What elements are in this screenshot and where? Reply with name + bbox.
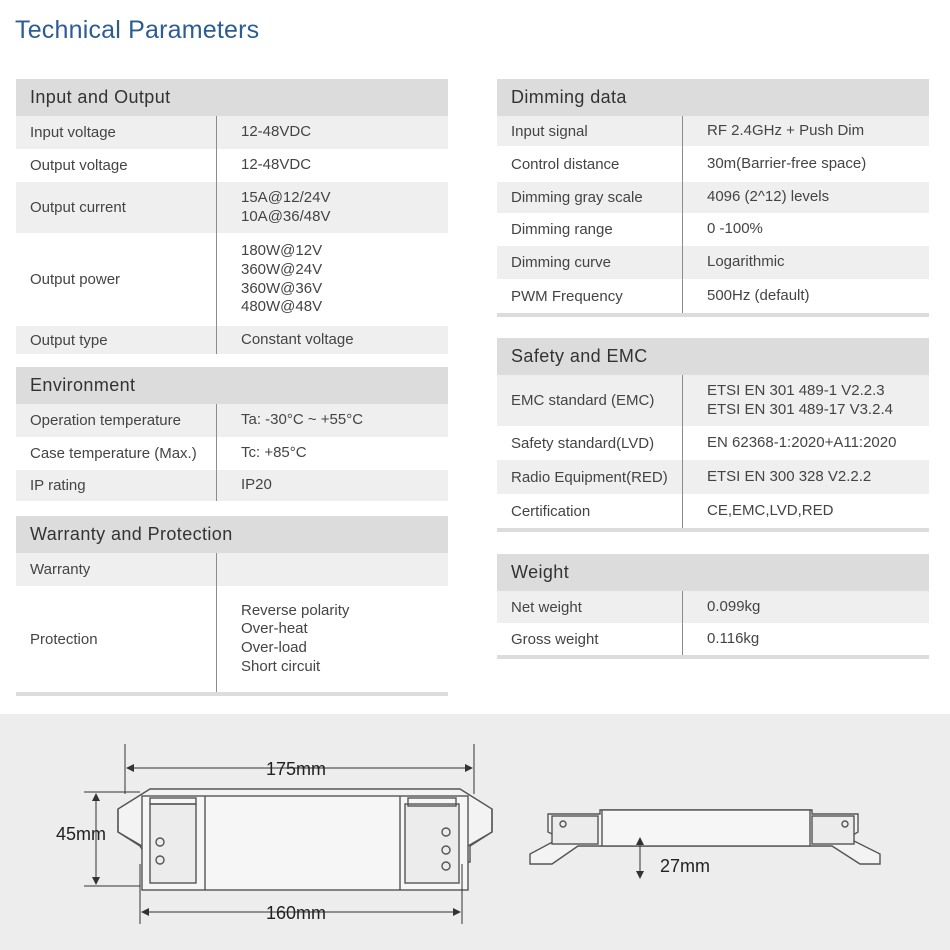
length-outer-label: 175mm: [266, 759, 327, 779]
table-row: [16, 553, 448, 586]
section-heading: Warranty and Protection: [16, 516, 448, 553]
section-footer-bar: [497, 528, 929, 532]
table-row: [497, 116, 929, 146]
param-label: Input signal: [497, 116, 683, 146]
param-label: Dimming range: [497, 213, 683, 246]
param-value-line: Over-load: [241, 639, 307, 656]
param-label: Certification: [497, 494, 683, 528]
table-row: [16, 404, 448, 437]
table-row: [16, 326, 448, 354]
table-row: [497, 623, 929, 655]
param-value-line: CE,EMC,LVD,RED: [707, 501, 834, 519]
param-value-line: 12-48VDC: [241, 123, 312, 141]
environment-section: [16, 367, 448, 501]
param-label: Net weight: [497, 591, 683, 623]
section-footer-bar: [497, 313, 929, 317]
param-value: [217, 233, 322, 326]
param-value: [683, 426, 896, 460]
param-value: [217, 553, 241, 586]
table-row: [16, 470, 448, 501]
param-value: [683, 375, 893, 426]
table-row: [497, 375, 929, 426]
table-row: [497, 146, 929, 182]
section-footer-bar: [497, 655, 929, 659]
param-value-line: Constant voltage: [241, 330, 354, 348]
param-value-line: Short circuit: [241, 657, 321, 675]
param-value-line: 360W@24V: [241, 260, 323, 278]
table-row: [497, 460, 929, 494]
table-row: [497, 426, 929, 460]
param-label: Dimming curve: [497, 246, 683, 279]
table-row: [497, 494, 929, 528]
param-label: Output voltage: [16, 149, 217, 182]
param-label: Protection: [16, 586, 217, 692]
param-value: [217, 586, 349, 692]
height-label: 27mm: [660, 856, 711, 876]
param-value-line: ETSI EN 301 489-1 V2.2.3: [707, 381, 885, 399]
param-label: Control distance: [497, 146, 683, 182]
param-value-line: 180W@12V: [241, 242, 323, 259]
dimension-drawing: [0, 714, 950, 950]
input-output-section: [16, 79, 448, 354]
param-value: [683, 213, 763, 246]
param-value: [217, 116, 311, 149]
param-label: Input voltage: [16, 116, 217, 149]
top-view: [118, 789, 492, 890]
param-value-line: RF 2.4GHz + Push Dim: [707, 121, 865, 139]
table-row: [497, 591, 929, 623]
page-title: Technical Parameters: [15, 16, 260, 44]
param-label: PWM Frequency: [497, 279, 683, 313]
section-footer-bar: [16, 692, 448, 696]
safety-section: [497, 338, 929, 532]
table-row: [16, 149, 448, 182]
param-value-line: 360W@36V: [241, 279, 323, 297]
section-heading: Dimming data: [497, 79, 929, 116]
table-row: [16, 586, 448, 692]
param-value-line: 12-48VDC: [241, 156, 312, 174]
param-label: Radio Equipment(RED): [497, 460, 683, 494]
param-value-line: Reverse polarity: [241, 601, 350, 619]
table-row: [497, 213, 929, 246]
param-label: Dimming gray scale: [497, 182, 683, 213]
param-value-line: Logarithmic: [707, 253, 785, 271]
table-row: [497, 279, 929, 313]
param-value: [683, 182, 829, 213]
table-row: [16, 182, 448, 233]
param-value-line: 0.099kg: [707, 597, 761, 615]
param-label: Operation temperature: [16, 404, 217, 437]
param-value: [217, 182, 330, 233]
param-value-line: ETSI EN 301 489-17 V3.2.4: [707, 400, 893, 418]
param-value: [683, 591, 760, 623]
param-label: IP rating: [16, 470, 217, 501]
param-value-line: 30m(Barrier-free space): [707, 154, 867, 172]
param-label: Safety standard(LVD): [497, 426, 683, 460]
param-value-line: IP20: [241, 476, 272, 494]
width-label: 45mm: [56, 824, 107, 844]
param-value-line: 0 -100%: [707, 220, 763, 238]
warranty-section: [16, 516, 448, 696]
length-inner-label: 160mm: [266, 903, 327, 923]
param-value-line: 480W@48V: [241, 298, 323, 316]
param-label: EMC standard (EMC): [497, 375, 683, 426]
section-heading: Weight: [497, 554, 929, 591]
param-value-line: 10A@36/48V: [241, 207, 331, 225]
param-label: Output power: [16, 233, 217, 326]
dimension-drawing-svg: [0, 714, 950, 950]
param-value: [683, 460, 871, 494]
dimming-section: [497, 79, 929, 317]
param-value-line: EN 62368-1:2020+A11:2020: [707, 433, 897, 451]
param-label: Gross weight: [497, 623, 683, 655]
param-value: [217, 470, 272, 501]
param-value: [683, 146, 866, 182]
section-heading: Safety and EMC: [497, 338, 929, 375]
param-label: Output current: [16, 182, 217, 233]
param-value: [683, 116, 864, 146]
param-value-line: 0.116kg: [707, 629, 760, 647]
section-heading: Environment: [16, 367, 448, 404]
weight-section: [497, 554, 929, 659]
param-value: [683, 623, 759, 655]
param-value-line: 500Hz (default): [707, 286, 810, 304]
param-value-line: ETSI EN 300 328 V2.2.2: [707, 467, 872, 485]
param-label: Output type: [16, 326, 217, 354]
param-label: Case temperature (Max.): [16, 437, 217, 470]
param-value: [217, 326, 354, 354]
table-row: [497, 182, 929, 213]
param-value: [217, 404, 363, 437]
param-value: [683, 494, 833, 528]
param-value: [217, 437, 307, 470]
param-label: Warranty: [16, 553, 217, 586]
table-row: [16, 233, 448, 326]
param-value-line: 4096 (2^12) levels: [707, 188, 830, 206]
param-value-line: Ta: -30°C ~ +55°C: [241, 411, 364, 429]
section-heading: Input and Output: [16, 79, 448, 116]
table-row: [16, 116, 448, 149]
param-value-line: 15A@12/24V: [241, 188, 331, 206]
table-row: [16, 437, 448, 470]
table-row: [497, 246, 929, 279]
param-value-line: Tc: +85°C: [241, 444, 307, 462]
param-value-line: Over-heat: [241, 620, 308, 638]
param-value: [683, 279, 810, 313]
param-value: [683, 246, 785, 279]
param-value: [217, 149, 311, 182]
